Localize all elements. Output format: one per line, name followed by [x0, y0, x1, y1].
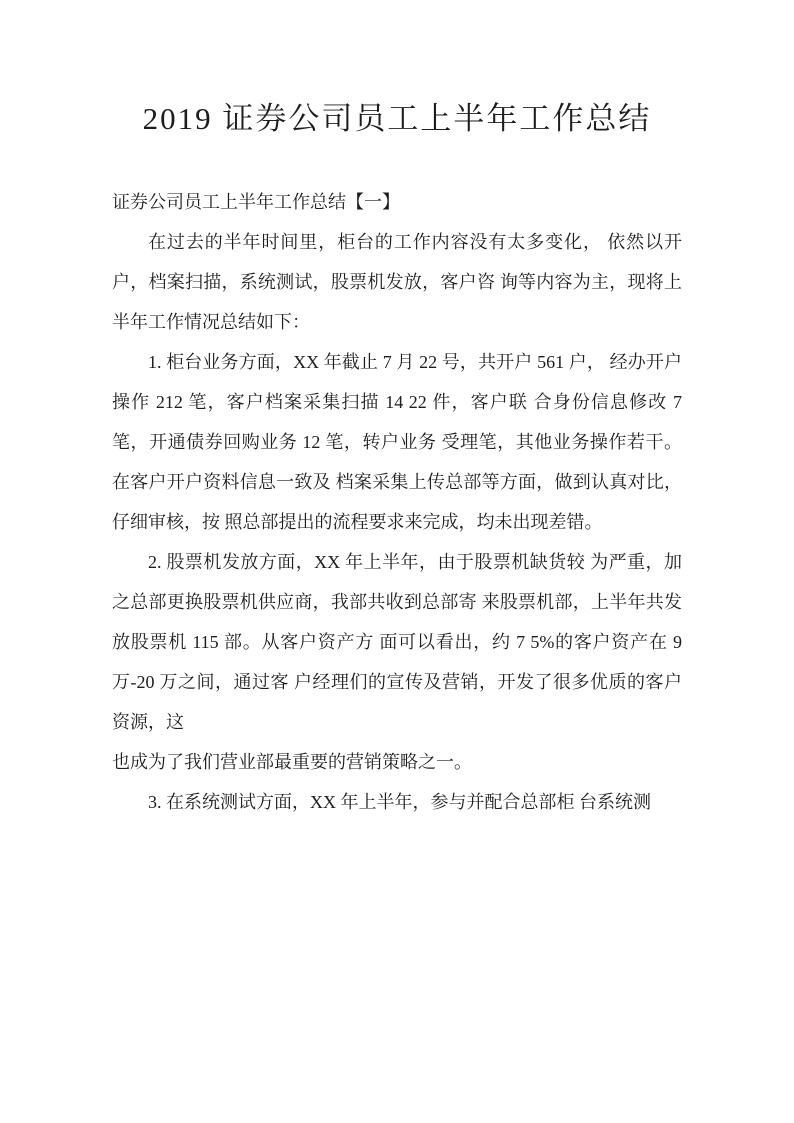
paragraph-intro: 在过去的半年时间里，柜台的工作内容没有太多变化， 依然以开户，档案扫描，系统测试，股票机发放，客户咨 询等内容为主，现将上半年工作情况总结如下：: [112, 232, 682, 332]
document-title: 2019 证券公司员工上半年工作总结: [142, 101, 652, 136]
paragraph-item-1-counter-business: 1. 柜台业务方面，XX 年截止 7 月 22 号，共开户 561 户， 经办开户操作 212 笔，客户档案采集扫描 14 22 件，客户联 合身份信息修改 7 笔，开通债券回购业务 12 笔，转户业务 受理笔，其他业务操作若干。在客户开户资料信息一致及 档案采集上传总部等方面，做到认真对比，仔细审核，按 照总部提出的流程要求来完成，均未出现差错。: [112, 352, 682, 532]
section-heading: 证券公司员工上半年工作总结【一】: [112, 192, 400, 212]
paragraph-item-3-system-test: 3. 在系统测试方面，XX 年上半年，参与并配合总部柜 台系统测: [148, 792, 651, 812]
paragraph-continuation: 也成为了我们营业部最重要的营销策略之一。: [112, 752, 472, 772]
paragraph-item-2-stock-machine: 2. 股票机发放方面，XX 年上半年，由于股票机缺货较 为严重，加之总部更换股票机供应商，我部共收到总部寄 来股票机部，上半年共发放股票机 115 部。从客户资产方 面可以看出，约 7 5%的客户资产在 9 万-20 万之间，通过客 户经理们的宣传及营销，开发了很多优质的客户资源，这: [112, 552, 682, 732]
